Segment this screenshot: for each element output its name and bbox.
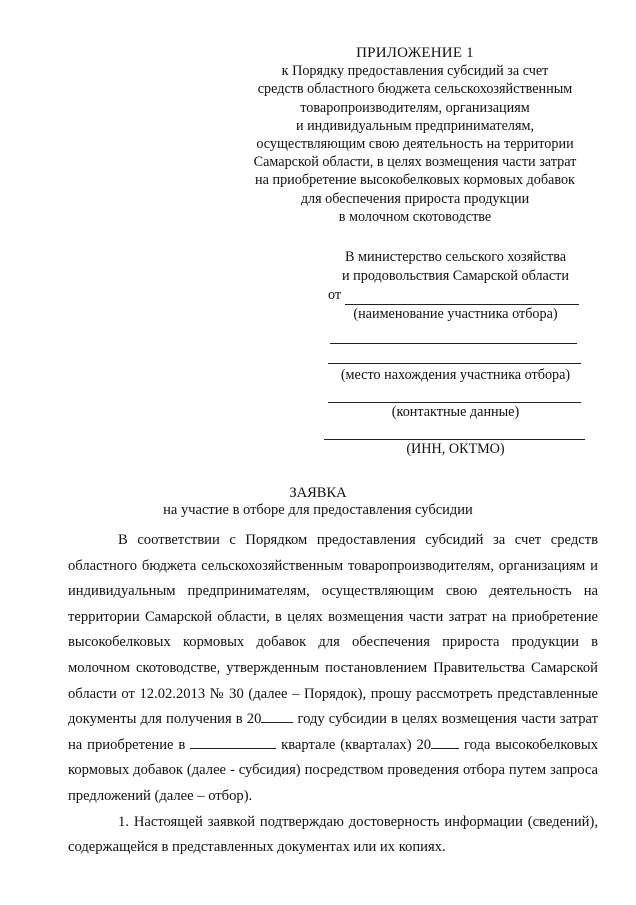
addressee-line: В министерство сельского хозяйства	[344, 249, 567, 265]
appendix-line: для обеспечения прироста продукции	[300, 190, 530, 207]
appendix-line: товаропроизводителям, организациям	[300, 99, 530, 116]
fill-line	[330, 342, 577, 344]
caption-inn: (ИНН, ОКТМО)	[406, 441, 505, 457]
fill-line	[328, 362, 581, 364]
paragraph-text: В соответствии с Порядком предоставления субсидий за счет средств областного бюджета сельскохозяйственным товаропроизводителям, организациям и индивидуальным предпринимателям, осуществляющим свою деятельность на территории Самарской области, в целях возмещения части затрат на приобретение высокобелковых кормовых добавок для обеспечения прироста продукции в молочном скотоводстве, утвержденным постановлением Правительства Самарской области от 12.02.2013 № 30 (далее – Порядок), прошу рассмотреть представленные документы для получения в 20	[68, 532, 598, 728]
application-subtitle: на участие в отборе для предоставления субсидии	[163, 502, 473, 518]
paragraph-text: квартале (кварталах) 20	[276, 736, 432, 753]
appendix-line: осуществляющим свою деятельность на территории	[256, 136, 574, 153]
appendix-line: в молочном скотоводстве	[338, 208, 492, 225]
appendix-line: Самарской области, в целях возмещения части затрат	[253, 154, 577, 171]
addressee-block	[318, 248, 593, 459]
from-row	[328, 286, 593, 305]
appendix-line: и индивидуальным предпринимателям,	[295, 117, 535, 134]
caption-contacts: (контактные данные)	[391, 404, 520, 420]
paragraph-text: году субсидии в целях возмещения части затрат на приобретение в	[68, 711, 598, 753]
addressee-line: и продовольствия Самарской области	[342, 268, 569, 284]
blank-year	[431, 736, 459, 749]
paragraph-intro	[68, 528, 598, 810]
from-label: от	[328, 287, 342, 303]
caption-participant-name: (наименование участника отбора)	[353, 306, 558, 322]
blank-quarter	[190, 736, 276, 749]
caption-participant-location: (место нахождения участника отбора)	[340, 367, 571, 383]
application-title: ЗАЯВКА	[289, 485, 347, 501]
paragraph-text: года высокобелковых кормовых добавок (далее - субсидия) посредством проведения отбора путем запроса предложений (далее – отбор).	[68, 736, 598, 804]
appendix-line: к Порядку предоставления субсидий за счет	[281, 63, 549, 80]
appendix-block	[230, 44, 600, 226]
body-text	[68, 528, 598, 861]
paragraph-item-1: 1. Настоящей заявкой подтверждаю достоверность информации (сведений), содержащейся в представленных документах или их копиях.	[68, 813, 598, 856]
fill-line	[345, 292, 579, 305]
appendix-line: средств областного бюджета сельскохозяйственным	[257, 81, 573, 98]
appendix-line: на приобретение высокобелковых кормовых добавок	[255, 172, 575, 189]
appendix-heading: ПРИЛОЖЕНИЕ 1	[356, 45, 474, 61]
blank-year	[261, 710, 293, 723]
